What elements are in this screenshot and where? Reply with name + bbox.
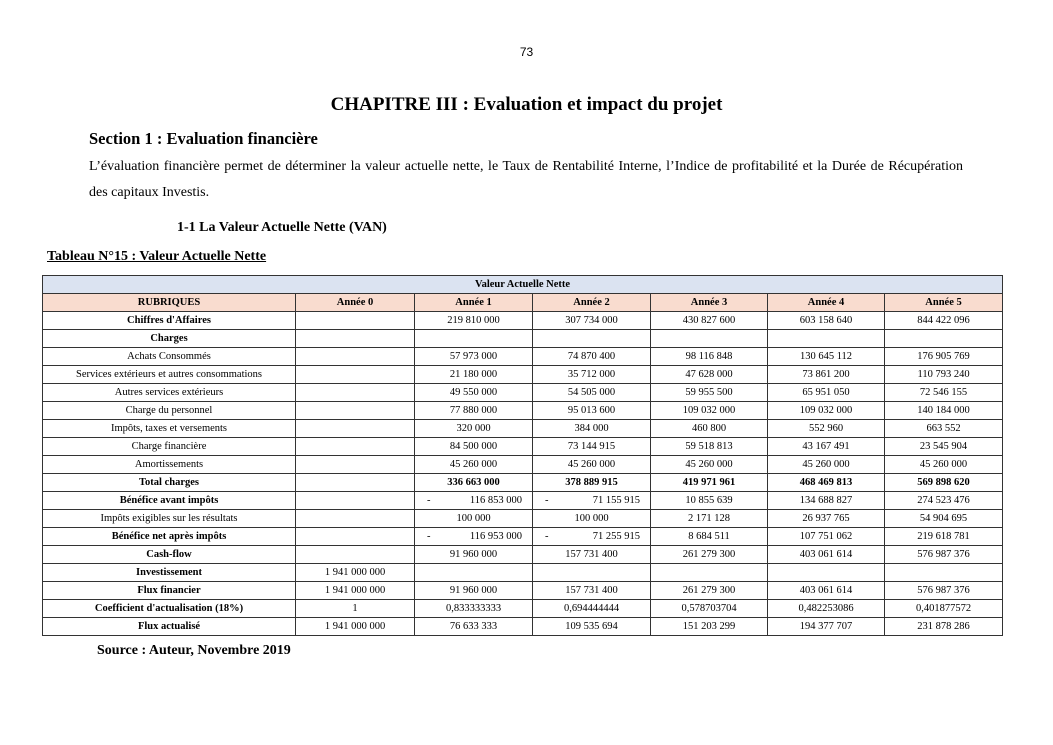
table-cell: 1 941 000 000	[296, 564, 415, 582]
table-cell: 74 870 400	[533, 348, 651, 366]
table-cell: 45 260 000	[651, 456, 768, 474]
table-cell: 307 734 000	[533, 312, 651, 330]
table-cell: 110 793 240	[885, 366, 1003, 384]
table-row	[43, 528, 1003, 546]
row-label: Coefficient d'actualisation (18%)	[43, 600, 296, 618]
chapter-title: CHAPITRE III : Evaluation et impact du projet	[330, 94, 723, 115]
table-cell	[296, 312, 415, 330]
table-row	[43, 366, 1003, 384]
negative-sign: -	[427, 531, 431, 542]
table-cell	[415, 492, 533, 510]
table-row	[43, 600, 1003, 618]
table-cell	[415, 528, 533, 546]
table-cell	[296, 348, 415, 366]
table-cell: 1	[296, 600, 415, 618]
table-cell: 54 904 695	[885, 510, 1003, 528]
negative-sign: -	[545, 531, 549, 542]
table-cell: 576 987 376	[885, 582, 1003, 600]
row-label: Cash-flow	[43, 546, 296, 564]
table-cell: 384 000	[533, 420, 651, 438]
table-cell: 45 260 000	[885, 456, 1003, 474]
table-cell: 336 663 000	[415, 474, 533, 492]
table-cell: 603 158 640	[768, 312, 885, 330]
table-cell: 378 889 915	[533, 474, 651, 492]
table-cell: 57 973 000	[415, 348, 533, 366]
table-cell	[296, 456, 415, 474]
row-label: Autres services extérieurs	[43, 384, 296, 402]
subsection-title: 1-1 La Valeur Actuelle Nette (VAN)	[177, 220, 387, 235]
row-label: Charge financière	[43, 438, 296, 456]
table-cell: 576 987 376	[885, 546, 1003, 564]
table-caption: Tableau N°15 : Valeur Actuelle Nette	[47, 249, 267, 264]
table-row	[43, 492, 1003, 510]
table-cell	[768, 330, 885, 348]
table-cell: 552 960	[768, 420, 885, 438]
table-cell: 73 144 915	[533, 438, 651, 456]
table-cell: 109 032 000	[768, 402, 885, 420]
table-cell: 98 116 848	[651, 348, 768, 366]
table-cell	[296, 510, 415, 528]
table-row	[43, 564, 1003, 582]
column-header: Année 0	[296, 294, 415, 312]
table-cell	[533, 330, 651, 348]
table-cell: 261 279 300	[651, 582, 768, 600]
table-cell: 107 751 062	[768, 528, 885, 546]
column-header: Année 3	[651, 294, 768, 312]
table-cell	[651, 330, 768, 348]
table-cell: 59 955 500	[651, 384, 768, 402]
table-body	[43, 312, 1003, 636]
table-cell: 274 523 476	[885, 492, 1003, 510]
table-cell: 844 422 096	[885, 312, 1003, 330]
table-cell: 26 937 765	[768, 510, 885, 528]
table-cell: 45 260 000	[533, 456, 651, 474]
table-cell: 176 905 769	[885, 348, 1003, 366]
row-label: Charge du personnel	[43, 402, 296, 420]
table-title-row	[43, 276, 1003, 294]
table-cell: 0,578703704	[651, 600, 768, 618]
column-header: Année 1	[415, 294, 533, 312]
table-cell	[651, 564, 768, 582]
table-cell: 419 971 961	[651, 474, 768, 492]
table-cell: 100 000	[415, 510, 533, 528]
table-cell: 219 618 781	[885, 528, 1003, 546]
column-header: Année 2	[533, 294, 651, 312]
table-cell: 100 000	[533, 510, 651, 528]
table-cell	[296, 330, 415, 348]
row-label: Bénéfice avant impôts	[43, 492, 296, 510]
table-cell: 35 712 000	[533, 366, 651, 384]
negative-sign: -	[545, 495, 549, 506]
table-cell: 54 505 000	[533, 384, 651, 402]
table-row	[43, 402, 1003, 420]
table-cell: 72 546 155	[885, 384, 1003, 402]
row-label: Flux financier	[43, 582, 296, 600]
table-cell	[533, 564, 651, 582]
table-cell: 91 960 000	[415, 582, 533, 600]
table-cell: 73 861 200	[768, 366, 885, 384]
table-cell	[768, 564, 885, 582]
table-row	[43, 384, 1003, 402]
row-label: Chiffres d'Affaires	[43, 312, 296, 330]
page-number: 73	[519, 45, 534, 59]
table-row	[43, 546, 1003, 564]
table-cell: 663 552	[885, 420, 1003, 438]
table-cell	[296, 474, 415, 492]
negative-sign: -	[427, 495, 431, 506]
table-cell	[533, 528, 651, 546]
table-cell	[415, 564, 533, 582]
column-header: Année 4	[768, 294, 885, 312]
column-header: Année 5	[885, 294, 1003, 312]
section-title: Section 1 : Evaluation financière	[89, 129, 318, 148]
row-label: Services extérieurs et autres consommations	[43, 366, 296, 384]
table-cell: 219 810 000	[415, 312, 533, 330]
table-row	[43, 582, 1003, 600]
table-cell: 0,482253086	[768, 600, 885, 618]
table-cell: 157 731 400	[533, 582, 651, 600]
table-cell: 2 171 128	[651, 510, 768, 528]
row-label: Achats Consommés	[43, 348, 296, 366]
table-cell: 109 032 000	[651, 402, 768, 420]
table-cell	[296, 366, 415, 384]
row-label: Flux actualisé	[43, 618, 296, 636]
row-label: Charges	[43, 330, 296, 348]
table-cell	[296, 438, 415, 456]
table-cell: 1 941 000 000	[296, 582, 415, 600]
table-cell: 45 260 000	[415, 456, 533, 474]
table-row	[43, 348, 1003, 366]
table-cell: 47 628 000	[651, 366, 768, 384]
table-cell: 21 180 000	[415, 366, 533, 384]
table-cell: 76 633 333	[415, 618, 533, 636]
table-row	[43, 474, 1003, 492]
table-cell: 0,401877572	[885, 600, 1003, 618]
table-cell: 49 550 000	[415, 384, 533, 402]
table-row	[43, 438, 1003, 456]
table-cell: 59 518 813	[651, 438, 768, 456]
table-cell	[296, 420, 415, 438]
table-row	[43, 312, 1003, 330]
table-cell	[296, 492, 415, 510]
row-label: Impôts, taxes et versements	[43, 420, 296, 438]
table-cell	[296, 528, 415, 546]
table-cell: 109 535 694	[533, 618, 651, 636]
table-cell	[885, 564, 1003, 582]
cell-value: 116 953 000	[469, 531, 522, 542]
table-cell: 403 061 614	[768, 582, 885, 600]
row-label: Investissement	[43, 564, 296, 582]
table-cell: 468 469 813	[768, 474, 885, 492]
intro-paragraph: L’évaluation financière permet de déterminer la valeur actuelle nette, le Taux de Rentabilité Interne, l’Indice de profitabilité et la Durée de Récupération des capitaux Investis.	[89, 159, 963, 200]
table-cell: 130 645 112	[768, 348, 885, 366]
table-row	[43, 510, 1003, 528]
table-cell: 430 827 600	[651, 312, 768, 330]
table-cell: 45 260 000	[768, 456, 885, 474]
table-title: Valeur Actuelle Nette	[43, 276, 1003, 294]
table-row	[43, 330, 1003, 348]
van-table	[42, 275, 1003, 636]
table-cell: 460 800	[651, 420, 768, 438]
table-row	[43, 618, 1003, 636]
table-cell	[296, 402, 415, 420]
table-cell: 43 167 491	[768, 438, 885, 456]
table-cell: 77 880 000	[415, 402, 533, 420]
table-cell: 403 061 614	[768, 546, 885, 564]
table-cell: 134 688 827	[768, 492, 885, 510]
table-cell: 261 279 300	[651, 546, 768, 564]
table-row	[43, 456, 1003, 474]
table-cell	[296, 546, 415, 564]
table-cell: 95 013 600	[533, 402, 651, 420]
row-label: Bénéfice net après impôts	[43, 528, 296, 546]
cell-value: 71 155 915	[592, 495, 640, 506]
table-cell	[296, 384, 415, 402]
table-cell: 194 377 707	[768, 618, 885, 636]
table-cell: 8 684 511	[651, 528, 768, 546]
table-cell: 157 731 400	[533, 546, 651, 564]
table-cell: 151 203 299	[651, 618, 768, 636]
cell-value: 116 853 000	[469, 495, 522, 506]
table-cell: 231 878 286	[885, 618, 1003, 636]
table-cell: 0,694444444	[533, 600, 651, 618]
table-cell: 0,833333333	[415, 600, 533, 618]
table-cell: 140 184 000	[885, 402, 1003, 420]
table-cell: 65 951 050	[768, 384, 885, 402]
table-cell	[533, 492, 651, 510]
table-cell: 1 941 000 000	[296, 618, 415, 636]
table-cell	[885, 330, 1003, 348]
table-cell: 84 500 000	[415, 438, 533, 456]
table-cell: 569 898 620	[885, 474, 1003, 492]
column-header: RUBRIQUES	[43, 294, 296, 312]
row-label: Impôts exigibles sur les résultats	[43, 510, 296, 528]
table-cell: 23 545 904	[885, 438, 1003, 456]
table-cell: 10 855 639	[651, 492, 768, 510]
row-label: Amortissements	[43, 456, 296, 474]
table-cell: 320 000	[415, 420, 533, 438]
table-row	[43, 420, 1003, 438]
table-cell: 91 960 000	[415, 546, 533, 564]
row-label: Total charges	[43, 474, 296, 492]
table-header-row	[43, 294, 1003, 312]
source-note: Source : Auteur, Novembre 2019	[97, 643, 291, 658]
table-cell	[415, 330, 533, 348]
cell-value: 71 255 915	[592, 531, 640, 542]
